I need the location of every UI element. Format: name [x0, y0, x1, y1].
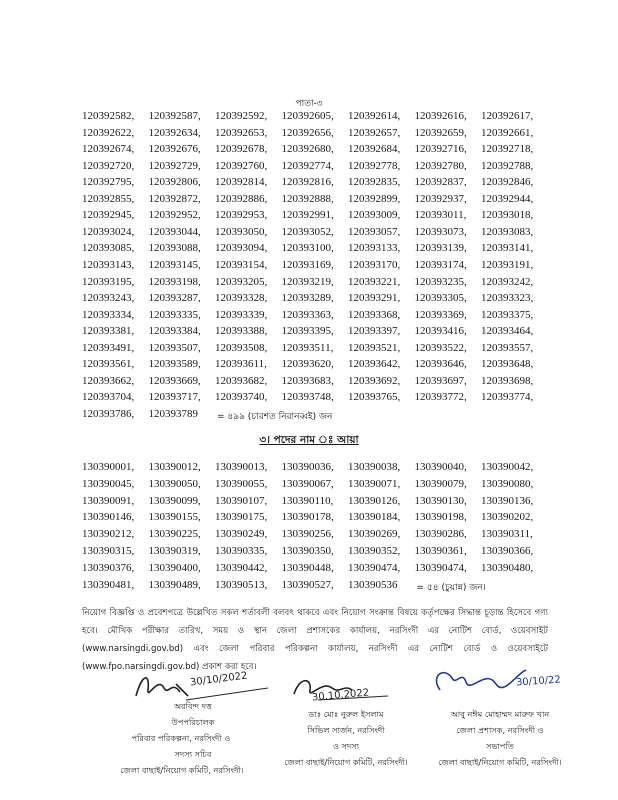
roll-number: 120393511,	[281, 341, 334, 354]
signature-date-left: 30/10/2022	[189, 670, 249, 689]
roll-number: 130390040,	[414, 461, 467, 473]
roll-number: 130390175,	[215, 511, 268, 524]
roll-number: 120392674,	[82, 143, 135, 156]
roll-number: 120393507,	[148, 341, 201, 354]
roll-number: 130390013,	[215, 461, 268, 473]
roll-number: 120393169,	[281, 258, 334, 271]
roll-number: 130390474,	[348, 561, 401, 574]
roll-number: 120392778,	[348, 159, 401, 172]
roll-number: 120393242,	[481, 275, 534, 288]
roll-number: 120393334,	[82, 308, 135, 321]
roll-number: 120393100,	[281, 242, 334, 255]
roll-number: 120392886,	[215, 192, 268, 205]
roll-number: 120393195,	[82, 275, 135, 288]
roll-number: 120393611,	[215, 358, 267, 371]
roll-number: 120393139,	[414, 242, 467, 255]
roll-number: 120393648,	[481, 358, 534, 371]
roll-number: 120393692,	[348, 374, 401, 387]
roll-number: 120392676,	[148, 143, 201, 156]
roll-number: 130390055,	[215, 477, 268, 490]
roll-number: 120393697,	[414, 374, 467, 387]
roll-number: 130390212,	[82, 528, 135, 541]
roll-number: 120392659,	[414, 126, 467, 139]
roll-number: 120393024,	[82, 225, 135, 238]
notice-text: নিয়োগ বিজ্ঞপ্তি ও প্রবেশপত্রে উল্লেখিত সকল শর্তাবলী বলবৎ থাকবে এবং নিয়োগ সংক্রান্ত বিষয়ে কর্তৃপক্ষের সিদ্ধান্ত চূড়ান্ত হিসেবে গণ্য হবে। মৌখিক পরীক্ষার তারিখ, সময় ও স্থান জেলা প্রশাসকের কার্যালয়, নরসিংদী এর নোটিশ বোর্ড, ওয়েবসাইট (www.narsingdi.gov.bd) এবং জেলা পরিবার পরিকল্পনা কার্যালয়, নরসিংদী এর নোটিশ বোর্ড ও ওয়েবসাইটে (www.fpo.narsingdi.gov.bd) প্রকাশ করা হবে।	[82, 608, 548, 672]
roll-number: 120393287,	[148, 292, 201, 305]
roll-number: 120393642,	[348, 358, 401, 371]
roll-number: 130390178,	[281, 511, 334, 524]
signer-name-right: আবু নঈম মোহাম্মদ মারুফ খান	[450, 709, 550, 719]
signer-line-right-2: সভাপতি	[486, 741, 514, 751]
roll-number: 120392729,	[148, 159, 201, 172]
roll-number: 120392716,	[414, 143, 467, 156]
roll-number: 120393057,	[348, 225, 401, 238]
roll-number: 120393141,	[481, 242, 534, 255]
roll-number: 120393291,	[348, 292, 401, 305]
roll-number: 120393698,	[481, 374, 534, 387]
roll-number: 130390198,	[414, 511, 467, 524]
roll-number: 120393305,	[414, 292, 467, 305]
roll-number: 130390091,	[82, 494, 135, 507]
roll-number: 120393094,	[215, 242, 268, 255]
roll-number: 130390136,	[481, 494, 534, 507]
signer-line-middle-2: ও সদস্য	[332, 741, 360, 751]
roll-number: 120392634,	[148, 126, 201, 139]
roll-number: 120393669,	[148, 374, 201, 387]
roll-number: 120392944,	[481, 192, 534, 205]
roll-number: 130390350,	[281, 545, 334, 557]
roll-number: 120393235,	[414, 275, 467, 288]
roll-number: 120392991,	[281, 209, 334, 222]
signer-name-left: অরবিন্দ দত্ত	[174, 701, 212, 711]
section-heading	[0, 433, 618, 450]
roll-number: 120392952,	[148, 209, 201, 222]
roll-number: 120393170,	[348, 258, 401, 271]
roll-number: 130390036,	[281, 461, 334, 473]
roll-number: 120392835,	[348, 176, 401, 189]
signature-date-middle: 30.10.2022	[311, 687, 370, 704]
roll-number: 130390286,	[414, 528, 467, 541]
roll-number: 120393683,	[281, 374, 334, 387]
roll-number: 120392855,	[82, 192, 135, 205]
roll-number: 130390001,	[82, 461, 135, 473]
roll-number: 120392795,	[82, 176, 135, 189]
roll-number: 120393085,	[82, 242, 135, 255]
roll-number: 120392760,	[215, 159, 268, 172]
roll-number: 120392587,	[148, 110, 201, 122]
roll-number: 120392582,	[82, 110, 135, 122]
roll-number: 130390311,	[481, 528, 533, 541]
roll-number: 120393561,	[82, 358, 135, 371]
roll-number: 120393009,	[348, 209, 401, 222]
roll-number: 120393243,	[82, 292, 135, 305]
roll-number: 120393221,	[348, 275, 401, 288]
signer-line-right-1: জেলা প্রশাসক, নরসিংদী ও	[456, 725, 544, 735]
roll-number: 130390481,	[82, 578, 135, 591]
roll-number: 120393522,	[414, 341, 467, 354]
roll-number: 120392657,	[348, 126, 401, 139]
roll-number: 120392720,	[82, 159, 135, 172]
roll-number: 120392656,	[281, 126, 334, 139]
roll-number: 120392780,	[414, 159, 467, 172]
roll-number: 120392680,	[281, 143, 334, 156]
roll-number: 120392953,	[215, 209, 268, 222]
roll-number: 130390042,	[481, 461, 534, 473]
signer-name-middle: ডাঃ মোঃ নুরুল ইসলাম	[308, 709, 384, 719]
roll-number: 130390202,	[481, 511, 534, 524]
roll-number: 120393682,	[215, 374, 268, 387]
roll-number: 120392814,	[215, 176, 268, 189]
roll-number: 120393205,	[215, 275, 268, 288]
roll-number: 120392788,	[481, 159, 534, 172]
roll-number: 120393704,	[82, 391, 135, 404]
roll-number: 130390079,	[414, 477, 467, 490]
roll-number: 120393557,	[481, 341, 534, 354]
roll-number: 120392661,	[481, 126, 534, 139]
roll-number: 130390045,	[82, 477, 135, 490]
roll-number: 130390319,	[148, 545, 201, 557]
total-count-note: = ৪৯৯ (চারশত নিরানব্বই) জন	[217, 411, 333, 422]
roll-number: 130390335,	[215, 545, 268, 557]
roll-number: 130390099,	[148, 494, 201, 507]
roll-number: 120393662,	[82, 374, 135, 387]
roll-number: 130390376,	[82, 561, 135, 574]
signer-line-middle-3: জেলা বাছাই/নিয়োগ কমিটি, নরসিংদী।	[284, 757, 408, 767]
roll-number: 120392937,	[414, 192, 467, 205]
roll-number: 130390249,	[215, 528, 268, 541]
roll-number: 130390146,	[82, 511, 135, 524]
roll-number: 130390038,	[348, 461, 401, 473]
signer-line-right-3: জেলা বাছাই/নিয়োগ কমিটি, নরসিংদী।	[438, 757, 562, 767]
roll-number: 120392816,	[281, 176, 334, 189]
roll-number: 120393395,	[281, 325, 334, 338]
roll-number: 130390269,	[348, 528, 401, 541]
roll-number: 120393369,	[414, 308, 467, 321]
signer-line-left-4: জেলা বাছাই/নিয়োগ কমিটি, নরসিংদী।	[120, 765, 244, 775]
roll-number: 120392616,	[414, 110, 467, 122]
roll-number: 120392846,	[481, 176, 534, 189]
page-number: পাতা-৩	[295, 99, 323, 109]
roll-number: 120393323,	[481, 292, 534, 305]
roll-number: 120393011,	[414, 209, 467, 222]
roll-number: 120393388,	[215, 325, 268, 338]
roll-number: 120392888,	[281, 192, 334, 205]
roll-number: 130390256,	[281, 528, 334, 541]
roll-number: 120393154,	[215, 258, 268, 271]
roll-number: 130390352,	[348, 545, 401, 557]
roll-number: 120393044,	[148, 225, 201, 238]
roll-number: 120392605,	[281, 110, 334, 122]
roll-number: 120393083,	[481, 225, 534, 238]
roll-number: 130390448,	[281, 561, 334, 574]
roll-number: 120392945,	[82, 209, 135, 222]
roll-number: 120393198,	[148, 275, 201, 288]
roll-number: 130390050,	[148, 477, 201, 490]
signer-line-middle-1: সিভিল সার্জন, নরসিংদী	[307, 725, 385, 735]
roll-number: 120393289,	[281, 292, 334, 305]
signature-date-right: 30/10/22	[515, 674, 562, 689]
roll-number: 120392617,	[481, 110, 534, 122]
roll-number: 120393133,	[348, 242, 401, 255]
roll-number: 120393464,	[481, 325, 534, 338]
roll-number: 120393219,	[281, 275, 334, 288]
total-count-note: = ৫৪ (চুয়ান্ন) জন।	[416, 582, 486, 593]
roll-number: 120392718,	[481, 143, 534, 156]
roll-number: 130390067,	[281, 477, 334, 490]
roll-number: 120392774,	[281, 159, 334, 172]
roll-number: 120392678,	[215, 143, 268, 156]
roll-number: 120393748,	[281, 391, 334, 404]
roll-number: 130390489,	[148, 578, 201, 591]
roll-number: 120393052,	[281, 225, 334, 238]
roll-number: 130390513,	[215, 578, 268, 591]
roll-number: 120393088,	[148, 242, 201, 255]
roll-number: 130390536	[348, 578, 398, 591]
roll-number: 130390080,	[481, 477, 534, 490]
roll-number: 130390012,	[148, 461, 201, 473]
roll-number: 120393786,	[82, 407, 135, 420]
roll-number: 120393508,	[215, 341, 268, 354]
roll-number: 120393491,	[82, 341, 135, 354]
roll-number: 120393328,	[215, 292, 268, 305]
roll-number: 120393050,	[215, 225, 268, 238]
roll-number: 120393620,	[281, 358, 334, 371]
roll-number: 120393191,	[481, 258, 534, 271]
signer-line-left-2: পরিবার পরিকল্পনা, নরসিংদী ও	[131, 733, 231, 743]
roll-number: 130390527,	[281, 578, 334, 591]
roll-number: 120393339,	[215, 308, 268, 321]
roll-number: 120393740,	[215, 391, 268, 404]
roll-number: 120393772,	[414, 391, 467, 404]
roll-number: 130390400,	[148, 561, 201, 574]
roll-number: 130390366,	[481, 545, 534, 557]
roll-number: 120393384,	[148, 325, 201, 338]
roll-number: 120393368,	[348, 308, 401, 321]
roll-number: 130390126,	[348, 494, 401, 507]
roll-number: 120393145,	[148, 258, 201, 271]
roll-number: 130390474,	[414, 561, 467, 574]
roll-number: 120393646,	[414, 358, 467, 371]
roll-number: 120393073,	[414, 225, 467, 238]
roll-number: 120392592,	[215, 110, 268, 122]
roll-number: 120392684,	[348, 143, 401, 156]
roll-number: 120392653,	[215, 126, 268, 139]
roll-number: 130390225,	[148, 528, 201, 541]
roll-number: 120392622,	[82, 126, 135, 139]
roll-number: 120392614,	[348, 110, 401, 122]
roll-number: 120393143,	[82, 258, 135, 271]
roll-number: 120392837,	[414, 176, 467, 189]
roll-number: 120393589,	[148, 358, 201, 371]
roll-number: 120393363,	[281, 308, 334, 321]
roll-number: 120393521,	[348, 341, 401, 354]
roll-number: 120392872,	[148, 192, 201, 205]
roll-number: 120393416,	[414, 325, 467, 338]
roll-number: 120393765,	[348, 391, 401, 404]
roll-number: 120392899,	[348, 192, 401, 205]
roll-number: 120393789	[148, 407, 198, 420]
signer-line-left-3: সদস্য সচিব	[174, 749, 212, 759]
roll-number: 120393174,	[414, 258, 467, 271]
roll-number: 120393375,	[481, 308, 534, 321]
roll-number: 130390184,	[348, 511, 401, 524]
roll-number: 120393397,	[348, 325, 401, 338]
roll-number: 130390315,	[82, 545, 135, 557]
roll-number: 130390110,	[281, 494, 334, 507]
roll-number: 120393381,	[82, 325, 135, 338]
roll-number: 130390442,	[215, 561, 268, 574]
roll-number: 120393018,	[481, 209, 534, 222]
roll-number: 130390107,	[215, 494, 268, 507]
roll-number: 120393335,	[148, 308, 201, 321]
roll-number: 130390071,	[348, 477, 401, 490]
roll-number: 130390361,	[414, 545, 467, 557]
roll-number: 130390480,	[481, 561, 534, 574]
post-name-title: ৩। পদের নাম ঃ আয়া	[259, 434, 359, 446]
signer-line-left-1: উপপরিচালক	[171, 717, 215, 727]
roll-number: 120393774,	[481, 391, 534, 404]
roll-number: 120392806,	[148, 176, 201, 189]
roll-number: 120393717,	[148, 391, 201, 404]
roll-number: 130390130,	[414, 494, 467, 507]
roll-number: 130390155,	[148, 511, 201, 524]
